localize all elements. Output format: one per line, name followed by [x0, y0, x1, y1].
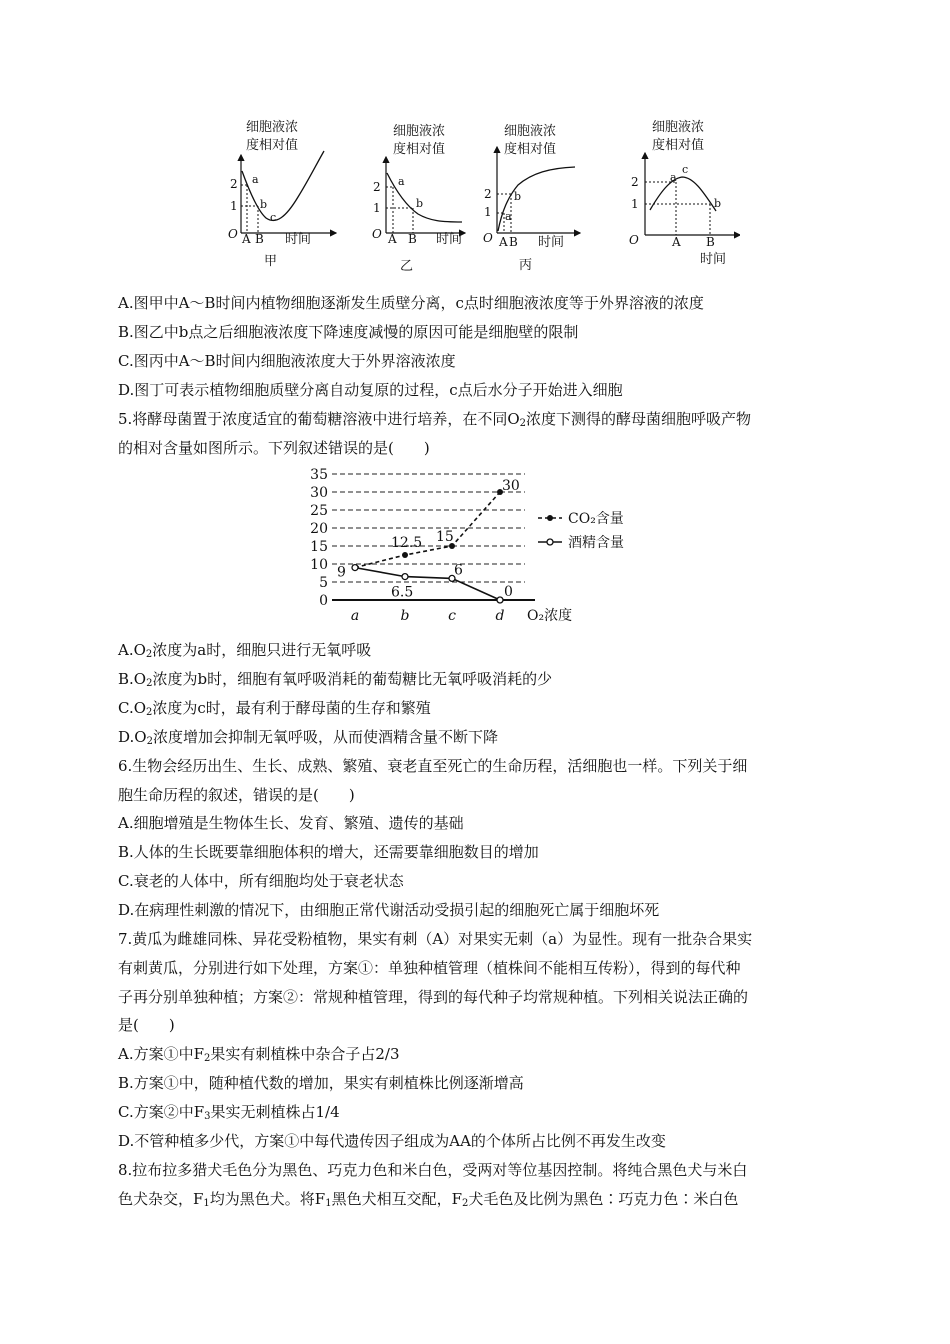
- svg-text:时间: 时间: [538, 235, 565, 250]
- x-tick-label: a: [350, 608, 360, 624]
- q7-option-a: A.方案①中$F_2$果实有刺植株中杂合子占2/3: [118, 1045, 400, 1064]
- y-tick-label: 10: [310, 557, 328, 573]
- graph-yi: [372, 123, 465, 274]
- q7-stem-line1: 7.黄瓜为雌雄同株、异花受粉植物，果实有刺（A）对果实无刺（a）为显性。现有一批杂合果实: [118, 930, 753, 948]
- legend-marker-alcohol: [547, 539, 553, 545]
- q7-stem-line3: 子再分别单独种植；方案②：常规种植管理，得到的每代种子均常规种植。下列相关说法正确的: [118, 988, 749, 1006]
- svg-text:b: b: [416, 197, 424, 210]
- y-tick-label: 15: [310, 539, 328, 555]
- svg-text:A: A: [672, 235, 681, 249]
- q7-stem-line2: 有刺黄瓜，分别进行如下处理，方案①：单独种植管理（植株间不能相互传粉），得到的每代种: [118, 959, 741, 977]
- alcohol-point: [497, 597, 503, 603]
- svg-text:2: 2: [631, 175, 639, 189]
- y-tick-label: 25: [310, 503, 328, 519]
- svg-text:1: 1: [484, 205, 492, 219]
- q5-line-chart: [300, 466, 645, 628]
- figure-group-top: [220, 115, 740, 275]
- svg-text:甲: 甲: [264, 254, 278, 269]
- svg-text:B: B: [255, 232, 264, 246]
- svg-text:B: B: [408, 232, 417, 246]
- data-label: 6: [454, 562, 463, 579]
- svg-text:2: 2: [373, 180, 381, 194]
- q5-option-c: $C.O_2$浓度为c时，最有利于酵母菌的生存和繁殖: [118, 699, 431, 718]
- svg-text:时间: 时间: [285, 232, 312, 247]
- y-tick-label: 30: [310, 485, 328, 501]
- y-tick-label: 35: [310, 467, 328, 483]
- legend-label-co2: CO₂含量: [568, 511, 624, 527]
- x-tick-label: b: [400, 608, 410, 624]
- q6-option-d: D.在病理性刺激的情况下，由细胞正常代谢活动受损引起的细胞死亡属于细胞坏死: [118, 901, 660, 919]
- svg-text:细胞液浓: 细胞液浓: [246, 120, 299, 135]
- svg-text:c: c: [682, 163, 689, 176]
- graph-bing: [483, 123, 580, 273]
- svg-text:时间: 时间: [700, 252, 727, 267]
- svg-text:细胞液浓: 细胞液浓: [393, 124, 446, 139]
- svg-text:度相对值: 度相对值: [246, 138, 299, 153]
- data-label: 12.5: [391, 535, 423, 551]
- q5-option-d: $D.O_2$浓度增加会抑制无氧呼吸，从而使酒精含量不断下降: [118, 728, 498, 747]
- data-label: 30: [502, 478, 520, 494]
- svg-text:1: 1: [373, 201, 381, 215]
- x-tick-label: d: [495, 608, 505, 624]
- q6-option-c: C.衰老的人体中，所有细胞均处于衰老状态: [118, 872, 404, 890]
- q6-option-a: A.细胞增殖是生物体生长、发育、繁殖、遗传的基础: [118, 814, 464, 832]
- svg-text:度相对值: 度相对值: [504, 142, 557, 157]
- svg-text:细胞液浓: 细胞液浓: [504, 124, 557, 139]
- co2-point: [402, 552, 408, 558]
- svg-text:O: O: [228, 227, 238, 241]
- data-label: 15: [436, 529, 454, 545]
- q5-stem-line2: 的相对含量如图所示。下列叙述错误的是( ): [118, 439, 430, 457]
- svg-text:a: a: [252, 173, 259, 186]
- q6-stem-line1: 6.生物会经历出生、生长、成熟、繁殖、衰老直至死亡的生命历程，活细胞也一样。下列关于细: [118, 757, 748, 775]
- q7-option-d: D.不管种植多少代，方案①中每代遗传因子组成为AA的个体所占比例不再发生改变: [118, 1132, 666, 1150]
- q5-option-a: $A.O_2$浓度为a时，细胞只进行无氧呼吸: [118, 641, 372, 660]
- x-tick-label: c: [448, 608, 456, 624]
- svg-text:B: B: [509, 235, 518, 249]
- q8-stem-line1: 8.拉布拉多猎犬毛色分为黑色、巧克力色和米白色，受两对等位基因控制。将纯合黑色犬与米白: [118, 1161, 748, 1179]
- alcohol-point: [352, 565, 358, 571]
- svg-text:度相对值: 度相对值: [393, 142, 446, 157]
- series-line-co2: [355, 492, 500, 568]
- svg-text:A: A: [242, 232, 251, 246]
- svg-text:细胞液浓: 细胞液浓: [652, 120, 705, 135]
- svg-text:1: 1: [631, 197, 639, 211]
- svg-text:时间: 时间: [436, 232, 463, 247]
- svg-text:丙: 丙: [519, 258, 533, 273]
- q7-option-c: C.方案②中$F_3$果实无刺植株占1/4: [118, 1103, 340, 1122]
- svg-text:A: A: [499, 235, 508, 249]
- svg-text:c: c: [270, 211, 277, 224]
- svg-text:度相对值: 度相对值: [652, 138, 705, 153]
- q8-stem-line2: 色犬杂交，$F_1$均为黑色犬。将$F_1$黑色犬相互交配，$F_2$犬毛色及比例为黑色∶巧克力色∶米白色: [118, 1190, 739, 1209]
- q4-option-c: C.图丙中A～B时间内细胞液浓度大于外界溶液浓度: [118, 352, 456, 370]
- svg-text:B: B: [706, 235, 715, 249]
- svg-text:a: a: [505, 210, 512, 223]
- q6-option-b: B.人体的生长既要靠细胞体积的增大，还需要靠细胞数目的增加: [118, 843, 539, 861]
- alcohol-point: [402, 574, 408, 580]
- q7-option-b: B.方案①中，随种植代数的增加，果实有刺植株比例逐渐增高: [118, 1074, 524, 1092]
- svg-text:2: 2: [230, 177, 238, 191]
- svg-text:a: a: [398, 175, 405, 188]
- svg-text:O: O: [483, 231, 493, 245]
- svg-text:b: b: [260, 198, 268, 211]
- legend-marker-co2: [547, 515, 553, 521]
- legend-label-alcohol: 酒精含量: [568, 535, 624, 551]
- graph-ding: [629, 119, 740, 267]
- q5-option-b: $B.O_2$浓度为b时，细胞有氧呼吸消耗的葡萄糖比无氧呼吸消耗的少: [118, 670, 553, 689]
- x-axis-label: O₂浓度: [527, 608, 573, 624]
- svg-text:b: b: [714, 197, 722, 210]
- data-label: 0: [504, 584, 513, 600]
- y-tick-label: 20: [310, 521, 328, 537]
- q4-option-d: D.图丁可表示植物细胞质壁分离自动复原的过程，c点后水分子开始进入细胞: [118, 381, 623, 399]
- q5-stem-line1: 5.将酵母菌置于浓度适宜的葡萄糖溶液中进行培养，在不同$O_2$浓度下测得的酵母菌细胞呼吸产物: [118, 410, 752, 429]
- y-tick-label: 0: [319, 593, 328, 609]
- q4-option-a: A.图甲中A～B时间内植物细胞逐渐发生质壁分离，c点时细胞液浓度等于外界溶液的浓度: [118, 294, 704, 312]
- svg-text:b: b: [514, 190, 522, 203]
- svg-text:a: a: [670, 171, 677, 184]
- svg-text:1: 1: [230, 199, 238, 213]
- q7-stem-line4: 是( ): [118, 1016, 175, 1034]
- y-tick-label: 5: [319, 575, 328, 591]
- data-label: 6.5: [391, 584, 414, 601]
- svg-text:乙: 乙: [400, 259, 414, 274]
- svg-text:O: O: [629, 233, 639, 247]
- q6-stem-line2: 胞生命历程的叙述，错误的是( ): [118, 786, 355, 804]
- svg-text:2: 2: [484, 187, 492, 201]
- svg-text:A: A: [388, 232, 397, 246]
- graph-jia: [228, 119, 336, 269]
- q4-option-b: B.图乙中b点之后细胞液浓度下降速度减慢的原因可能是细胞壁的限制: [118, 323, 579, 341]
- svg-text:O: O: [372, 227, 382, 241]
- series-line-alcohol: [355, 568, 500, 600]
- data-label: 9: [337, 564, 346, 581]
